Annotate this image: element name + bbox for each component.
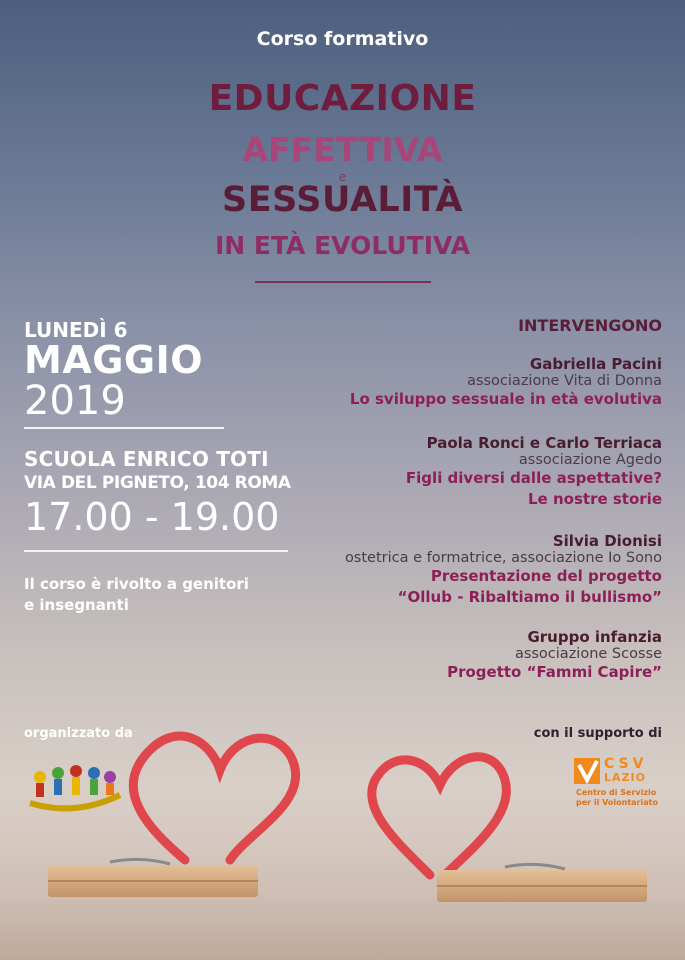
event-audience <box>24 574 304 616</box>
csv-region: LAZIO <box>604 771 646 784</box>
speaker-block <box>350 355 662 410</box>
speaker-talk: Le nostre storie <box>528 490 662 508</box>
speakers-heading: INTERVENGONO <box>518 316 662 335</box>
speaker-name: Paola Ronci e Carlo Terriaca <box>426 434 662 452</box>
speaker-name: Gabriella Pacini <box>529 355 662 373</box>
title-line-1: EDUCAZIONE <box>208 78 477 119</box>
title-line-2: AFFETTIVA <box>242 130 443 169</box>
speaker-talk: Figli diversi dalle aspettative? <box>405 469 662 487</box>
speaker-association: associazione Vita di Donna <box>467 373 662 389</box>
title-line-3: SESSUALITÀ <box>222 180 463 220</box>
event-address: VIA DEL PIGNETO, 104 ROMA <box>24 473 291 493</box>
speaker-name: Gruppo infanzia <box>527 628 662 646</box>
event-month: MAGGIO <box>24 338 204 382</box>
speaker-talk: Progetto “Fammi Capire” <box>447 663 662 681</box>
title-divider <box>255 281 431 283</box>
speaker-talk: Lo sviluppo sessuale in età evolutiva <box>349 390 662 408</box>
time-divider <box>24 550 288 552</box>
speaker-block <box>406 434 662 510</box>
date-divider <box>24 427 224 429</box>
csv-tagline-1: Centro di Servizio <box>576 788 657 797</box>
csv-tagline-2: per il Volontariato <box>576 798 658 807</box>
audience-line-2: e insegnanti <box>24 596 129 614</box>
speaker-block <box>345 532 662 608</box>
organizer-logo-icon <box>22 755 128 815</box>
hearts-clothespins-image <box>0 710 685 960</box>
organized-by-label: organizzato da <box>24 726 133 741</box>
event-venue: SCUOLA ENRICO TOTI <box>24 447 269 471</box>
speaker-talk: Presentazione del progetto <box>430 567 662 585</box>
speaker-block <box>447 628 662 683</box>
title-conjunction: e <box>338 170 347 184</box>
speaker-association: ostetrica e formatrice, associazione Io Sono <box>344 550 662 566</box>
course-kicker: Corso formativo <box>256 28 429 50</box>
speaker-association: associazione Scosse <box>514 646 662 662</box>
event-time: 17.00 - 19.00 <box>24 495 280 539</box>
speaker-association: associazione Agedo <box>518 452 662 468</box>
event-year: 2019 <box>24 378 126 424</box>
event-day: LUNEDÌ 6 <box>24 318 128 342</box>
speaker-talk: “Ollub - Ribaltiamo il bullismo” <box>397 588 662 606</box>
title-line-4: IN ETÀ EVOLUTIVA <box>214 231 471 260</box>
supported-by-label: con il supporto di <box>533 726 662 741</box>
csv-name: CSV <box>604 756 648 772</box>
speaker-name: Silvia Dionisi <box>552 532 662 550</box>
audience-line-1: Il corso è rivolto a genitori <box>24 575 249 593</box>
